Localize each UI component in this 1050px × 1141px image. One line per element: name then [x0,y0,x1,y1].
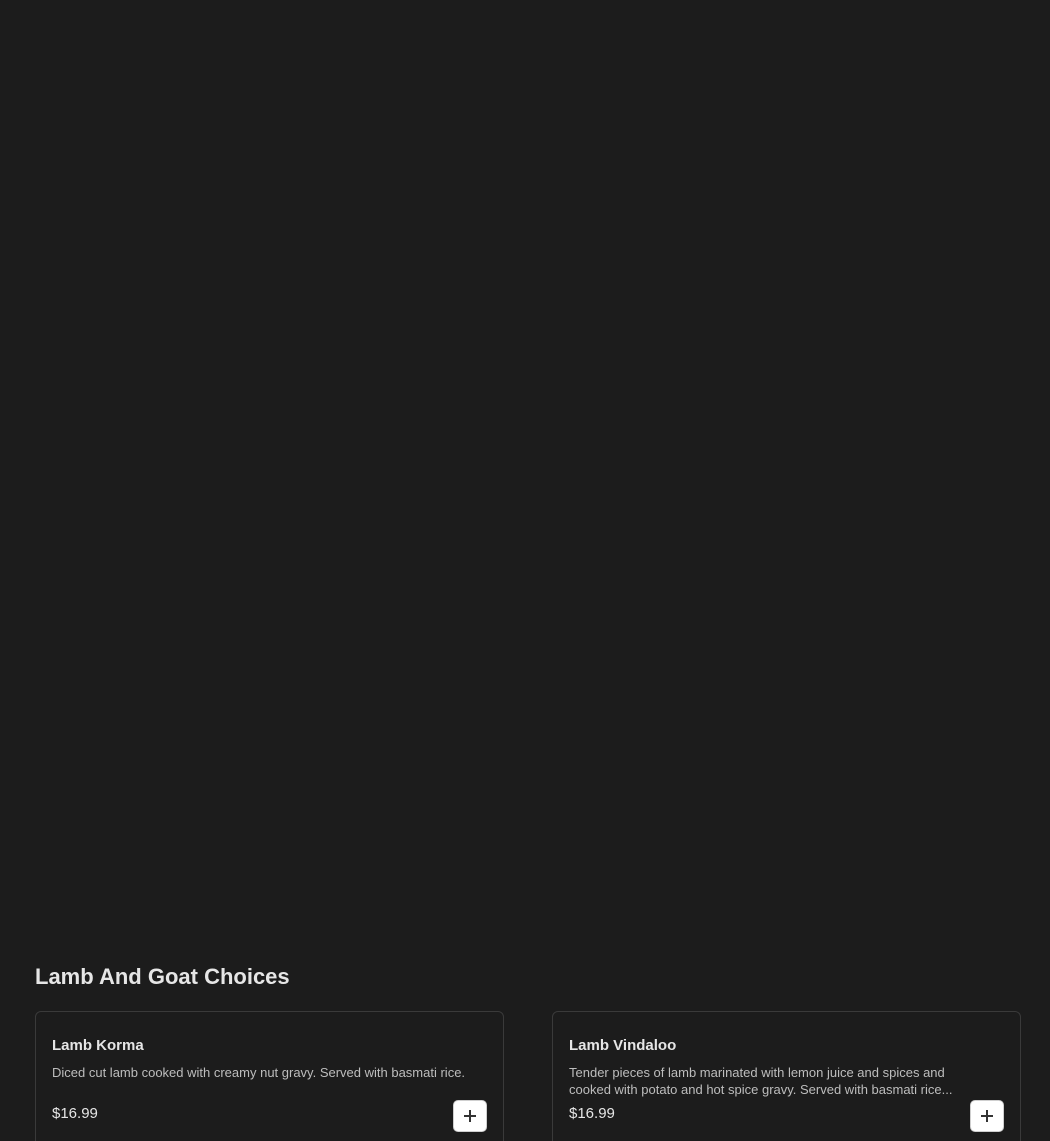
menu-item-description: Tender pieces of lamb marinated with lemon juice and spices and cooked with potato and hot spice gravy. Served with basmati rice... [569,1065,953,1097]
menu-section-lamb-goat [35,960,1021,1122]
add-to-cart-button[interactable] [970,1100,1004,1132]
menu-item-price: $16.99 [569,1105,615,1122]
menu-item-description: Diced cut lamb cooked with creamy nut gravy. Served with basmati rice. [52,1065,466,1080]
plus-icon [981,1110,993,1122]
add-to-cart-button[interactable] [453,1100,487,1132]
section-title: Lamb And Goat Choices [35,964,290,989]
menu-item-name: Lamb Korma [52,1037,144,1054]
menu-item-price: $16.99 [52,1105,98,1122]
plus-icon [464,1110,476,1122]
menu-item-card-lamb-korma[interactable] [35,1011,504,1141]
menu-item-name: Lamb Vindaloo [569,1037,677,1054]
menu-item-card-lamb-vindaloo[interactable] [552,1011,1021,1141]
